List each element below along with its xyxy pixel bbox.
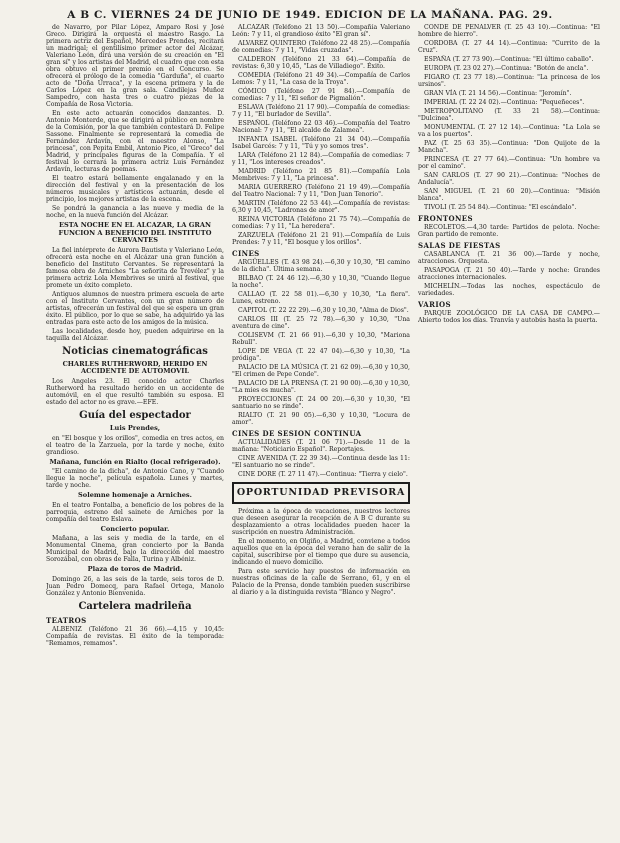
paragraph: Domingo 26, a las seis de la tarde, seis toros de D. Juan Pedro Domecq, para Rafael Ortega, Manolo González y Antonio Bienvenida. (46, 575, 224, 597)
listing-item: ACTUALIDADES (T. 21 06 71).—Desde 11 de la mañana: "Noticiario Español". Reportajes. (232, 439, 410, 453)
section-cines: CINES (232, 249, 260, 258)
section-varios: VARIOS (418, 300, 451, 309)
listing-item: SAN CARLOS (T. 27 90 21).—Continua: "Noches de Andalucía". (418, 172, 600, 186)
listing-item: ESLAVA (Teléfono 21 17 90).—Compañía de comedias: 7 y 11, "El burlador de Sevilla". (232, 104, 410, 118)
listing-item: RECOLETOS.—4,30 tarde: Partidos de pelota. Noche: Gran partido de remonte. (418, 224, 600, 238)
column-3 (418, 24, 600, 837)
cervantes-article (46, 247, 224, 342)
listing-item: CORDOBA (T. 27 44 14).—Continua: "Currito de la Cruz". (418, 40, 600, 54)
listing-item: MADRID (Teléfono 21 85 81).—Compañía Lola Membrives: 7 y 11, "La princesa". (232, 168, 410, 182)
continuous-cinema-listings (232, 439, 410, 478)
listing-item: SAN MIGUEL (T. 21 60 20).—Continua: "Misión blanca". (418, 188, 600, 202)
section-title-cine: Noticias cinematográficas (62, 345, 208, 357)
listing-item: REINA VICTORIA (Teléfono 21 75 74).—Compañía de comedias: 7 y 11, "La heredera". (232, 216, 410, 230)
paragraph: en "El bosque y los orillos", comedia en tres actos, en el teatro de la Zarzuela, por la tarde y noche, éxito grandioso. (46, 434, 224, 456)
listing-item: PALACIO DE LA MÚSICA (T. 21 62 09).—6,30 y 10,30, "El crimen de Pepe Conde". (232, 364, 410, 378)
listing-item: CINE AVENIDA (T. 22 39 34).—Continua desde las 11: "El santuario no se rinde". (232, 455, 410, 469)
paragraph: En el momento, en Olgiño, a Madrid, conviene a todos aquellos que en la época del verano han de salir de la capital, suscribirse por el tiempo que dure su ausencia, indicando el nuevo domicilio. (232, 538, 410, 566)
section-salas-de-fiestas: SALAS DE FIESTAS (418, 241, 501, 250)
listing-item: ESPAÑOL (Teléfono 22 03 46).—Compañía del Teatro Nacional: 7 y 11, "El alcalde de Zalamea". (232, 120, 410, 134)
paragraph: En este acto actuarán conocidos danzantes. D. Antonio Monterde, que se dirigirá al público en nombre de la Comisión, por la que también contestará D. Felipe Sassone. Finalmente se representará la comedia de Fernández Ardavín, con el maestro Alonso, "La princesa", con Pepita Embil, Antonio Pico, el "Greco" del Madrid, y principales figuras de la Compañía. Y el festival lo cerrará la primera actriz Luis Fernández Ardavín, lecturas de poemas. (46, 110, 224, 173)
listing-item: IMPERIAL (T. 22 24 02).—Continua: "Pequeñeces". (424, 99, 585, 106)
column-1 (46, 24, 224, 837)
listing-item: ARGÜELLES (T. 43 98 24).—6,30 y 10,30, "El camino de la dicha". Última semana. (232, 259, 410, 273)
listing-item: COLISEVM (T. 21 66 91).—6,30 y 10,30, "Mariona Rebull". (232, 332, 410, 346)
section-teatros: TEATROS (46, 615, 87, 625)
paragraph: Se pondrá la ganancia a las nueve y media de la noche, en la nueva función del Alcázar. (46, 205, 224, 219)
listing-item: MARIA GUERRERO (Teléfono 21 19 49).—Compañía del Teatro Nacional: 7 y 11, "Don Juan Tenorio". (232, 184, 410, 198)
listing-item: PROYECCIONES (T. 24 00 20).—6,30 y 10,30, "El santuario no se rinde". (232, 396, 410, 410)
paragraph: Las localidades, desde hoy, pueden adquirirse en la taquilla del Alcázar. (46, 327, 224, 342)
paragraph: Próxima a la época de vacaciones, nuestros lectores que deseen asegurar la recepción de A B C durante su desplazamiento a otras localidades pueden hacer la suscripción en nuestra Administración. (232, 508, 410, 536)
paragraph: El teatro estará bellamente engalanado y en la dirección del festival y en la presentación de los números musicales y artísticos actuarán, desde el principio, los mejores artistas de la escena. (46, 175, 224, 203)
listing-item: GRAN VÍA (T. 21 14 56).—Continua: "Jeromín". (424, 90, 572, 97)
listing-item: PARQUE ZOOLÓGICO DE LA CASA DE CAMPO.—Abierto todos los días. Tranvía y autobús hasta la puerta. (418, 310, 600, 324)
listing-item: CASABLANCA (T. 21 36 00).—Tarde y noche, atracciones. Orquesta. (418, 251, 600, 265)
paragraph: Mañana, a las seis y media de la tarde, en el Monumental Cinema, gran concierto por la Banda Municipal de Madrid, bajo la dirección del maestro Sorozábal, con obras de Falla, Turina y Albéniz. (46, 535, 224, 564)
column-2 (232, 24, 410, 837)
listing-item: LOPE DE VEGA (T. 22 47 04).—6,30 y 10,30, "La pródiga". (232, 348, 410, 362)
listing-item: FIGARO (T. 23 77 18).—Continua: "La princesa de los ursinos". (418, 74, 600, 88)
cinema-listings-continued (418, 24, 600, 211)
listing-item: CALLAO (T. 22 58 01).—6,30 y 10,30, "La fiera". Lunes, estreno. (232, 291, 410, 305)
guia-subhead: Concierto popular. (100, 524, 170, 533)
listing-item: PRINCESA (T. 27 77 64).—Continua: "Un hombre va por el camino". (418, 156, 600, 170)
paragraph: En el teatro Fontalba, a beneficio de los pobres de la parroquia, estreno del sainete de Arniches por la compañía del teatro Eslava. (46, 501, 224, 523)
listing-item: CARLOS III (T. 25 72 78).—6,30 y 10,30, "Una aventura de cine". (232, 316, 410, 330)
paragraph: "El camino de la dicha", de Antonio Cano, y "Cuando llegue la noche", película española. Lunes y martes, tarde y noche. (46, 468, 224, 490)
guia-subhead: Plaza de toros de Madrid. (87, 565, 183, 574)
page-header: A B C. VIERNES 24 DE JUNIO DE 1949. EDICION DE LA MAÑANA. PAG. 29. (67, 9, 553, 21)
listing-item: MARTIN (Teléfono 22 53 44).—Compañía de revistas: 6,30 y 10,45, "Ladronas de amor". (232, 200, 410, 214)
listing-item: CALDERON (Teléfono 21 33 64).—Compañía de revistas: 6,30 y 10,45, "Las de Villadiego". Éxito. (232, 56, 410, 70)
listing-item: CONDE DE PEÑALVER (T. 25 43 10).—Continua: "El hombre de hierro". (418, 24, 600, 38)
listing-item: BILBAO (T. 24 46 12).—6,30 y 10,30, "Cuando llegue la noche". (232, 275, 410, 289)
listing-item: ZARZUELA (Teléfono 21 21 91).—Compañía de Luis Prendes: 7 y 11, "El bosque y los orillos". (232, 232, 410, 246)
article-headline: ESTA NOCHE EN EL ALCAZAR, LA GRAN FUNCION A BENEFICIO DEL INSTITUTO CERVANTES (58, 221, 212, 245)
announcement-body (232, 508, 410, 596)
listing-item: MONUMENTAL (T. 27 12 14).—Continua: "La Lola se va a los puertos". (418, 124, 600, 138)
announcement-banner: OPORTUNIDAD PREVISORA (232, 482, 410, 504)
paragraph: de Navarro, por Pilar López, Amparo Rosi y José Greco. Dirigirá la orquesta el maestro Rasgo. La primera actriz del Español, Mercedes Prendes, recitará un madrigal; el gentilísimo primer actor del Alcázar, Valeriano León, dirá una versión de su creación en "El gran sí" y los artistas del Madrid, el cuadro que con esta obra obtuvo el primer premio en el Concurso. Se ofrecerá el prólogo de la comedia "Garduña", el cuarto acto de "Doña Urraca", y la escena primera y la de Carlos López en la gran sala. Candilejas Muñoz Sampedro, con hasta tres o cuatro piezas de la Compañía de Rosa Victoria. (46, 24, 224, 108)
listing-item: LARA (Teléfono 21 12 84).—Compañía de comedias: 7 y 11, "Los intereses creados". (232, 152, 410, 166)
listing-item: PASAPOGA (T. 21 50 40).—Tarde y noche: Grandes atracciones internacionales. (418, 267, 600, 281)
guia-subhead: Solemne homenaje a Arniches. (78, 491, 192, 500)
listing-item: PAZ (T. 25 63 35).—Continua: "Don Quijote de la Mancha". (418, 140, 600, 154)
listing-item: CÓMICO (Teléfono 27 91 84).—Compañía de comedias: 7 y 11, "El señor de Pigmalión". (232, 88, 410, 102)
section-title-cartelera: Cartelera madrileña (78, 600, 192, 612)
section-title-guia: Guía del espectador (79, 409, 191, 421)
cine-headline: CHARLES RUTHERWORD, HERIDO EN ACCIDENTE DE AUTOMOVIL (62, 359, 208, 376)
paragraph: Para este servicio hay puestos de información en nuestras oficinas de la calle de Serrano, 61, y en el Palacio de la Prensa, donde también pueden suscribirse al diario y a la distinguida revista "Blanco y Negro". (232, 568, 410, 596)
listing-item: CINE DORE (T. 27 11 47).—Continua: "Tierra y cielo". (238, 471, 408, 478)
listing-item: INFANTA ISABEL (Teléfono 21 34 04).—Compañía Isabel Garcés: 7 y 11, "Tú y yo somos tres". (232, 136, 410, 150)
section-frontones: FRONTONES (418, 214, 473, 223)
guia-subhead: Luis Prendes, (109, 423, 161, 432)
guia-subhead: Mañana, función en Rialto (local refrigerado). (49, 457, 221, 466)
listing-item: RIALTO (T. 21 90 05).—6,30 y 10,30, "Locura de amor". (232, 412, 410, 426)
listing-item: PALACIO DE LA PRENSA (T. 21 90 00).—6,30 y 10,30, "La mies es mucha". (232, 380, 410, 394)
paragraph: La fiel intérprete de Aurora Bautista y Valeriano León, ofrecerá esta noche en el Alcázar una gran función a beneficio del Instituto Cervantes. Se representará la famosa obra de Arniches "La señorita de Trevélez" y la primera actriz Lola Membrives se unirá al festival, que promete un éxito completo. (46, 246, 224, 289)
listing-item: ALCAZAR (Teléfono 21 13 50).—Compañía Valeriano León: 7 y 11, el grandioso éxito "El gran sí". (232, 24, 410, 38)
listing-item: ESPAÑA (T. 27 73 90).—Continua: "El último caballo". (424, 56, 594, 63)
listing-item: MICHELÍN.—Todas las noches, espectáculo de variedades. (418, 283, 600, 297)
paragraph: Los Angeles 23. El conocido actor Charles Rutherword ha resultado herido en un accidente de automóvil, en el que resultó también su esposa. El estado del actor no es grave.—EFE. (46, 377, 224, 406)
listing-item: TIVOLI (T. 25 54 84).—Continua: "El escándalo". (424, 204, 577, 211)
salas-listings (418, 251, 600, 297)
listing-item: ALVAREZ QUINTERO (Teléfono 22 48 25).—Compañía de comedias: 7 y 11, "Vidas cruzadas". (232, 40, 410, 54)
intro-article (46, 24, 224, 219)
cinema-listings (232, 259, 410, 426)
theatre-listings (232, 24, 410, 246)
paragraph: ALBENIZ (Teléfono 21 36 66).—4,15 y 10,45: Compañía de revistas. El éxito de la temporada: "Remamos, remamos". (46, 625, 224, 647)
section-sesion-continua: CINES DE SESION CONTINUA (232, 429, 362, 438)
cine-article (46, 378, 224, 406)
listing-item: EUROPA (T. 23 02 27).—Continua: "Botón de ancla". (424, 65, 589, 72)
listing-item: COMEDIA (Teléfono 21 49 34).—Compañía de Carlos Lemos: 7 y 11, "La casa de la Troya". (232, 72, 410, 86)
listing-item: CAPITOL (T. 22 22 29).—6,30 y 10,30, "Alma de Dios". (238, 307, 409, 314)
listing-item: METROPOLITANO (T. 33 21 58).—Continua: "Dulcinea". (418, 108, 600, 122)
paragraph: Antiguos alumnos de nuestra primera escuela de arte con el Instituto Cervantes, con un gran número de artistas, ofrecerán un festival del que se espera un gran éxito. El público, por lo que se sabe, ha adquirido ya las entradas para este acto de los amigos de la música. (46, 290, 224, 326)
